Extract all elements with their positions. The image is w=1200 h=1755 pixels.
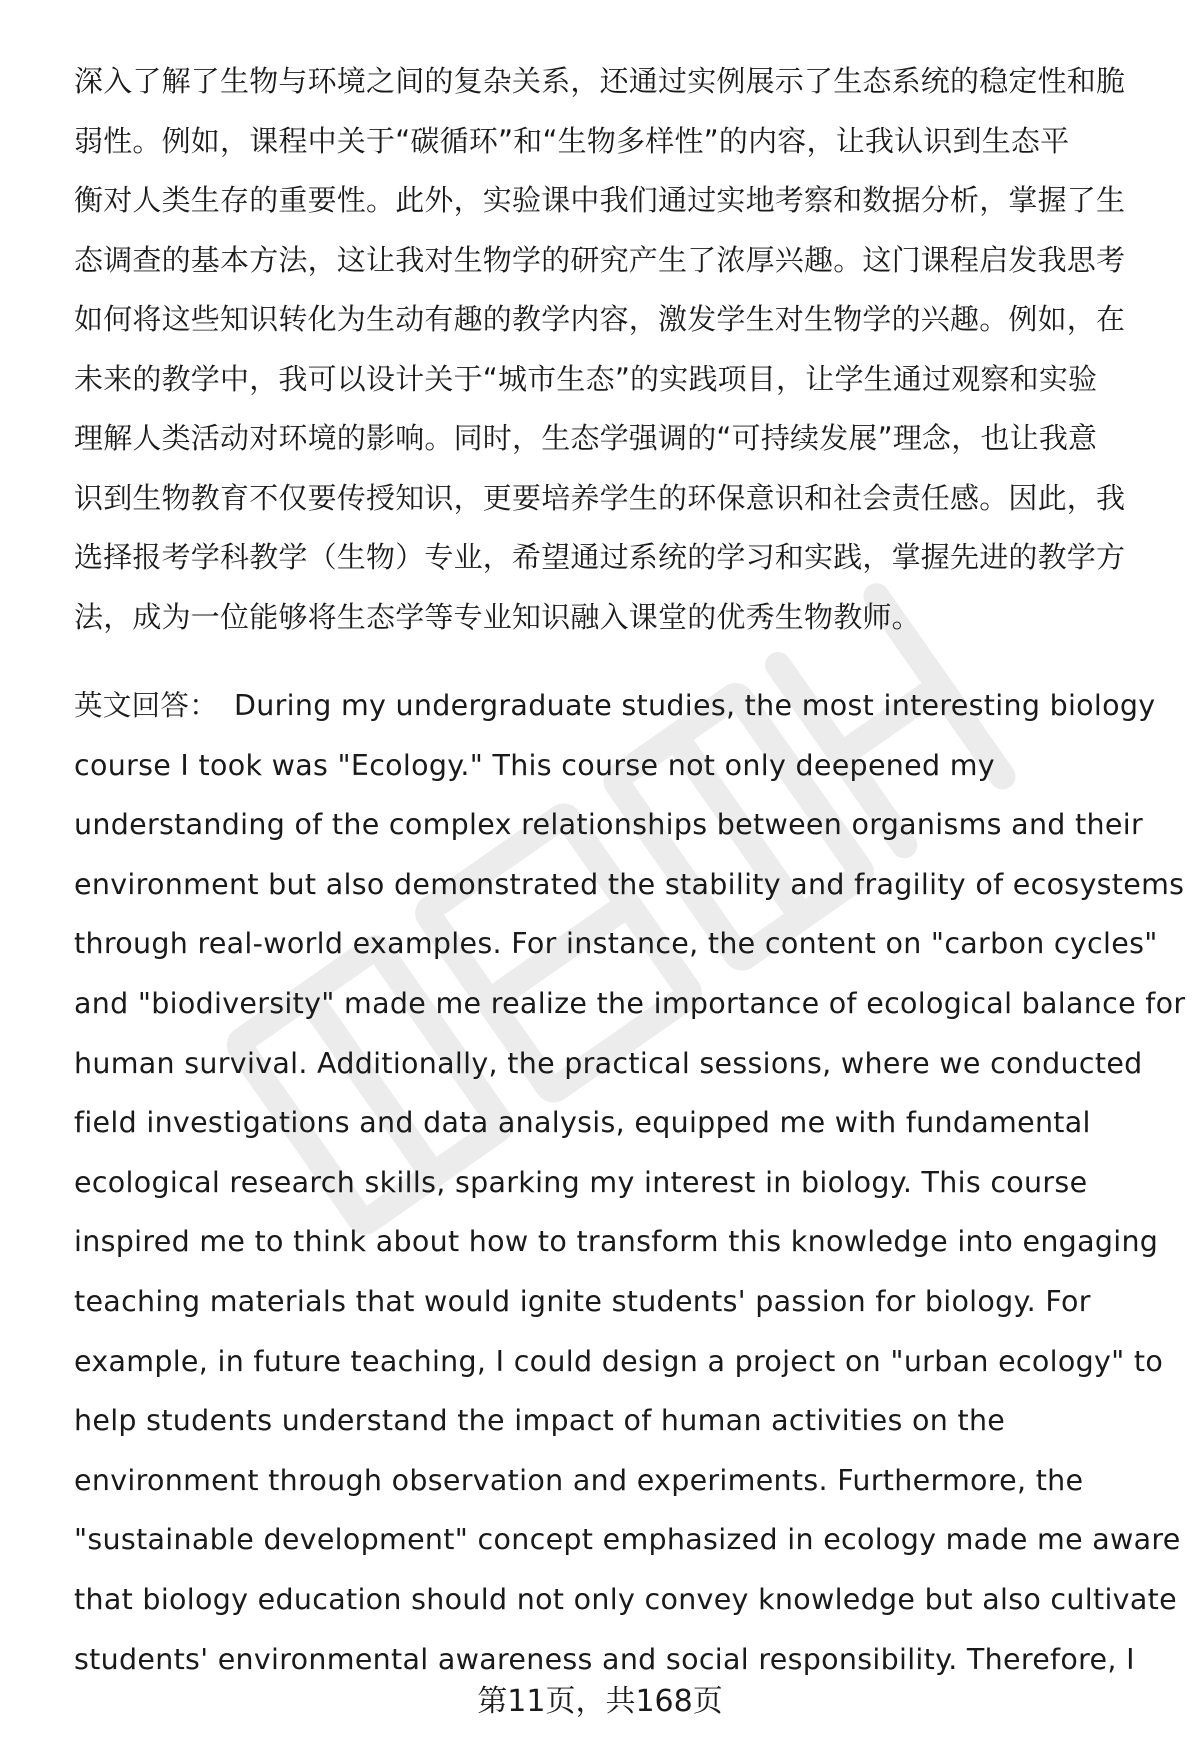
- chinese-line: 态调查的基本方法，这让我对生物学的研究产生了浓厚兴趣。这门课程启发我思考: [74, 242, 1126, 277]
- english-line: through real-world examples. For instance, the content on "carbon cycles": [74, 927, 1158, 961]
- english-line: "sustainable development" concept emphasized in ecology made me aware: [74, 1523, 1181, 1557]
- chinese-line: 未来的教学中，我可以设计关于“城市生态”的实践项目，让学生通过观察和实验: [74, 361, 1098, 396]
- page-number: 第11页，共168页: [477, 1684, 723, 1719]
- chinese-line: 法，成为一位能够将生态学等专业知识融入课堂的优秀生物教师。: [74, 599, 921, 634]
- english-first-line: [74, 676, 1164, 736]
- chinese-line: 识到生物教育不仅要传授知识，更要培养学生的环保意识和社会责任感。因此，我: [74, 480, 1126, 515]
- english-line: example, in future teaching, I could design a project on "urban ecology" to: [74, 1344, 1164, 1378]
- english-line: ecological research skills, sparking my interest in biology. This course: [74, 1165, 1088, 1199]
- chinese-line: 深入了解了生物与环境之间的复杂关系，还通过实例展示了生态系统的稳定性和脆: [74, 64, 1126, 98]
- english-line: understanding of the complex relationships between organisms and their: [74, 808, 1143, 842]
- chinese-answer-paragraph: [74, 52, 1154, 647]
- chinese-line: 选择报考学科教学（生物）专业，希望通过系统的学习和实践，掌握先进的教学方: [74, 540, 1126, 574]
- chinese-line: 理解人类活动对环境的影响。同时，生态学强调的“可持续发展”理念，也让我意: [74, 421, 1098, 455]
- english-line: environment but also demonstrated the stability and fragility of ecosystems: [74, 867, 1185, 901]
- english-line: environment through observation and experiments. Furthermore, the: [74, 1463, 1084, 1497]
- english-line: course I took was "Ecology." This course not only deepened my: [74, 748, 995, 782]
- chinese-line: 衡对人类生存的重要性。此外，实验课中我们通过实地考察和数据分析，掌握了生: [74, 183, 1126, 217]
- english-line: and "biodiversity" made me realize the importance of ecological balance for: [74, 986, 1186, 1020]
- english-line: During my undergraduate studies, the most interesting biology: [234, 689, 1156, 722]
- english-answer-label: 英文回答：: [74, 689, 219, 722]
- english-line: students' environmental awareness and social responsibility. Therefore, I: [74, 1642, 1135, 1676]
- english-line: inspired me to think about how to transform this knowledge into engaging: [74, 1225, 1159, 1259]
- english-answer-paragraph: [74, 676, 1186, 1689]
- english-line: teaching materials that would ignite students' passion for biology. For: [74, 1284, 1091, 1318]
- english-line: that biology education should not only convey knowledge but also cultivate: [74, 1582, 1177, 1616]
- chinese-line: 弱性。例如，课程中关于“碳循环”和“生物多样性”的内容，让我认识到生态平: [74, 123, 1070, 158]
- chinese-line: 如何将这些知识转化为生动有趣的教学内容，激发学生对生物学的兴趣。例如，在: [74, 302, 1126, 336]
- english-line: help students understand the impact of human activities on the: [74, 1404, 1006, 1438]
- english-line: field investigations and data analysis, equipped me with fundamental: [74, 1106, 1091, 1140]
- english-line: human survival. Additionally, the practical sessions, where we conducted: [74, 1046, 1143, 1080]
